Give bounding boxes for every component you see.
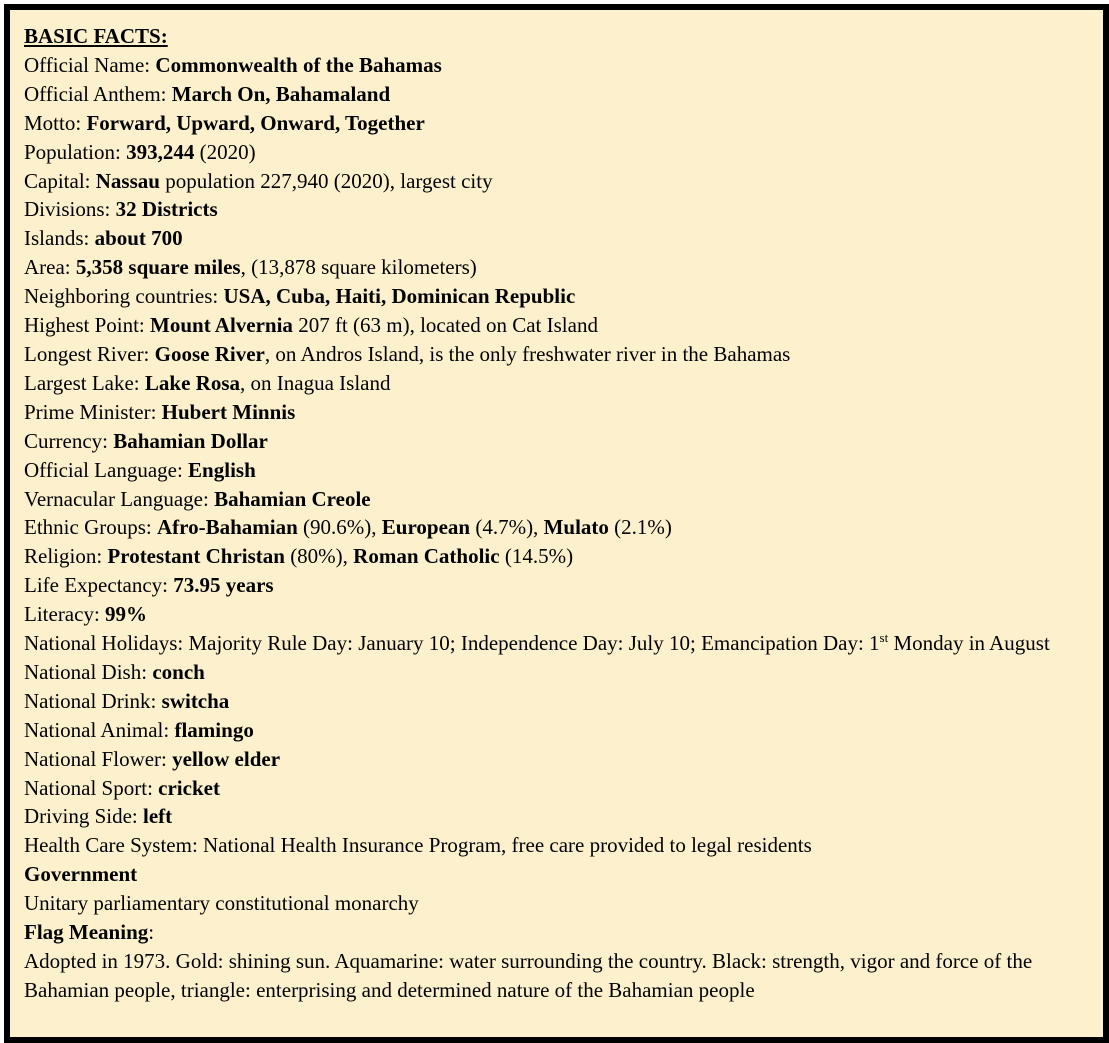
- fact-divisions: [24, 195, 1094, 224]
- fact-label: Population:: [24, 139, 127, 164]
- fact-value: March On, Bahamaland: [171, 81, 391, 106]
- fact-label: Currency:: [24, 428, 114, 453]
- fact-note: population 227,940 (2020), largest city: [159, 168, 493, 193]
- fact-label: Divisions:: [24, 197, 116, 222]
- section-text: Unitary parliamentary constitutional monarchy: [24, 891, 419, 916]
- fact-label: National Dish:: [24, 659, 153, 684]
- fact-note: , on Inagua Island: [240, 370, 391, 395]
- fact-value: English: [188, 457, 256, 482]
- fact-value: Commonwealth of the Bahamas: [155, 52, 442, 77]
- fact-population: [24, 138, 1094, 167]
- fact-label: Official Anthem:: [24, 81, 172, 106]
- fact-value: cricket: [158, 775, 220, 800]
- fact-value: 32 Districts: [115, 197, 218, 222]
- fact-islands: [24, 224, 1094, 253]
- fact-value: 5,358 square miles: [75, 255, 241, 280]
- fact-value: about 700: [94, 226, 183, 251]
- fact-label: Motto:: [24, 110, 87, 135]
- fact-note: (14.5%): [499, 544, 574, 569]
- fact-longest-river: [24, 340, 1094, 369]
- fact-note: , (13,878 square kilometers): [240, 255, 477, 280]
- fact-value: Forward, Upward, Onward, Together: [86, 110, 425, 135]
- fact-label: Largest Lake:: [24, 370, 145, 395]
- fact-note: , on Andros Island, is the only freshwater river in the Bahamas: [264, 341, 791, 366]
- fact-label: Official Language:: [24, 457, 189, 482]
- fact-label: National Flower:: [24, 746, 173, 771]
- fact-official-language: [24, 456, 1094, 485]
- fact-text-cont: Monday in August: [888, 631, 1050, 656]
- fact-note: (4.7%),: [470, 515, 544, 540]
- fact-national-dish: [24, 658, 1094, 687]
- fact-value: Roman Catholic: [353, 544, 500, 569]
- fact-value: switcha: [161, 688, 230, 713]
- fact-neighbors: [24, 282, 1094, 311]
- government-text: [24, 889, 1094, 918]
- basic-facts-heading: [24, 22, 1094, 51]
- fact-highest-point: [24, 311, 1094, 340]
- fact-value: Afro-Bahamian: [156, 515, 298, 540]
- fact-national-flower: [24, 745, 1094, 774]
- section-heading: Flag Meaning: [24, 920, 149, 945]
- flag-meaning-text: [24, 947, 1094, 1005]
- fact-value: flamingo: [174, 717, 254, 742]
- fact-label: Life Expectancy:: [24, 573, 174, 598]
- fact-text: Health Care System: National Health Insurance Program, free care provided to legal residents: [24, 833, 812, 858]
- fact-largest-lake: [24, 369, 1094, 398]
- basic-facts-panel: [4, 4, 1109, 1043]
- fact-health-care: [24, 831, 1094, 860]
- fact-value: left: [143, 804, 173, 829]
- fact-value: Mount Alvernia: [150, 313, 293, 338]
- fact-text: National Holidays: Majority Rule Day: January 10; Independence Day: July 10; Emancipation Day: 1: [24, 631, 880, 656]
- fact-label: Vernacular Language:: [24, 486, 215, 511]
- fact-national-drink: [24, 687, 1094, 716]
- fact-value: Goose River: [154, 341, 265, 366]
- fact-value: USA, Cuba, Haiti, Dominican Republic: [223, 284, 576, 309]
- section-heading: Government: [24, 862, 138, 887]
- fact-prime-minister: [24, 398, 1094, 427]
- fact-life-expectancy: [24, 571, 1094, 600]
- fact-note: (90.6%),: [297, 515, 382, 540]
- basic-facts-content: [24, 22, 1094, 1005]
- fact-ethnic-groups: [24, 513, 1094, 542]
- fact-label: Religion:: [24, 544, 108, 569]
- fact-religion: [24, 542, 1094, 571]
- fact-label: National Sport:: [24, 775, 159, 800]
- fact-value: Bahamian Creole: [214, 486, 371, 511]
- fact-value: European: [381, 515, 471, 540]
- section-text: Adopted in 1973. Gold: shining sun. Aquamarine: water surrounding the country. Black: strength, vigor and force of the Bahamian people, triangle: enterprising and determined nature of the Bahamian people: [24, 949, 1033, 1002]
- fact-official-name: [24, 51, 1094, 80]
- fact-label: National Animal:: [24, 717, 175, 742]
- fact-note: (80%),: [284, 544, 354, 569]
- fact-label: Islands:: [24, 226, 95, 251]
- fact-label: Longest River:: [24, 341, 155, 366]
- fact-area: [24, 253, 1094, 282]
- heading-colon: :: [148, 920, 155, 945]
- fact-note: 207 ft (63 m), located on Cat Island: [292, 313, 598, 338]
- fact-motto: [24, 109, 1094, 138]
- fact-note: (2020): [194, 139, 256, 164]
- fact-value: Hubert Minnis: [161, 399, 296, 424]
- fact-value: Nassau: [95, 168, 160, 193]
- ordinal-suffix: st: [879, 630, 889, 646]
- fact-value: Mulato: [543, 515, 609, 540]
- fact-anthem: [24, 80, 1094, 109]
- fact-national-sport: [24, 774, 1094, 803]
- fact-label: Capital:: [24, 168, 96, 193]
- fact-value: Bahamian Dollar: [113, 428, 268, 453]
- fact-label: Highest Point:: [24, 313, 151, 338]
- fact-national-animal: [24, 716, 1094, 745]
- fact-label: Prime Minister:: [24, 399, 162, 424]
- fact-value: Protestant Christan: [107, 544, 285, 569]
- fact-vernacular-language: [24, 485, 1094, 514]
- fact-literacy: [24, 600, 1094, 629]
- flag-meaning-heading: [24, 918, 1094, 947]
- fact-value: yellow elder: [172, 746, 281, 771]
- heading-text: BASIC FACTS:: [24, 24, 168, 48]
- fact-capital: [24, 167, 1094, 196]
- fact-value: 393,244: [126, 139, 195, 164]
- fact-currency: [24, 427, 1094, 456]
- fact-value: conch: [152, 659, 205, 684]
- government-heading: [24, 860, 1094, 889]
- fact-label: Area:: [24, 255, 76, 280]
- fact-label: Neighboring countries:: [24, 284, 224, 309]
- fact-label: Official Name:: [24, 52, 156, 77]
- fact-label: National Drink:: [24, 688, 162, 713]
- fact-label: Driving Side:: [24, 804, 143, 829]
- fact-note: (2.1%): [608, 515, 672, 540]
- fact-value: 99%: [105, 602, 148, 627]
- fact-value: 73.95 years: [173, 573, 274, 598]
- fact-label: Literacy:: [24, 602, 106, 627]
- fact-national-holidays: [24, 629, 1094, 658]
- fact-value: Lake Rosa: [144, 370, 241, 395]
- fact-driving-side: [24, 802, 1094, 831]
- fact-label: Ethnic Groups:: [24, 515, 157, 540]
